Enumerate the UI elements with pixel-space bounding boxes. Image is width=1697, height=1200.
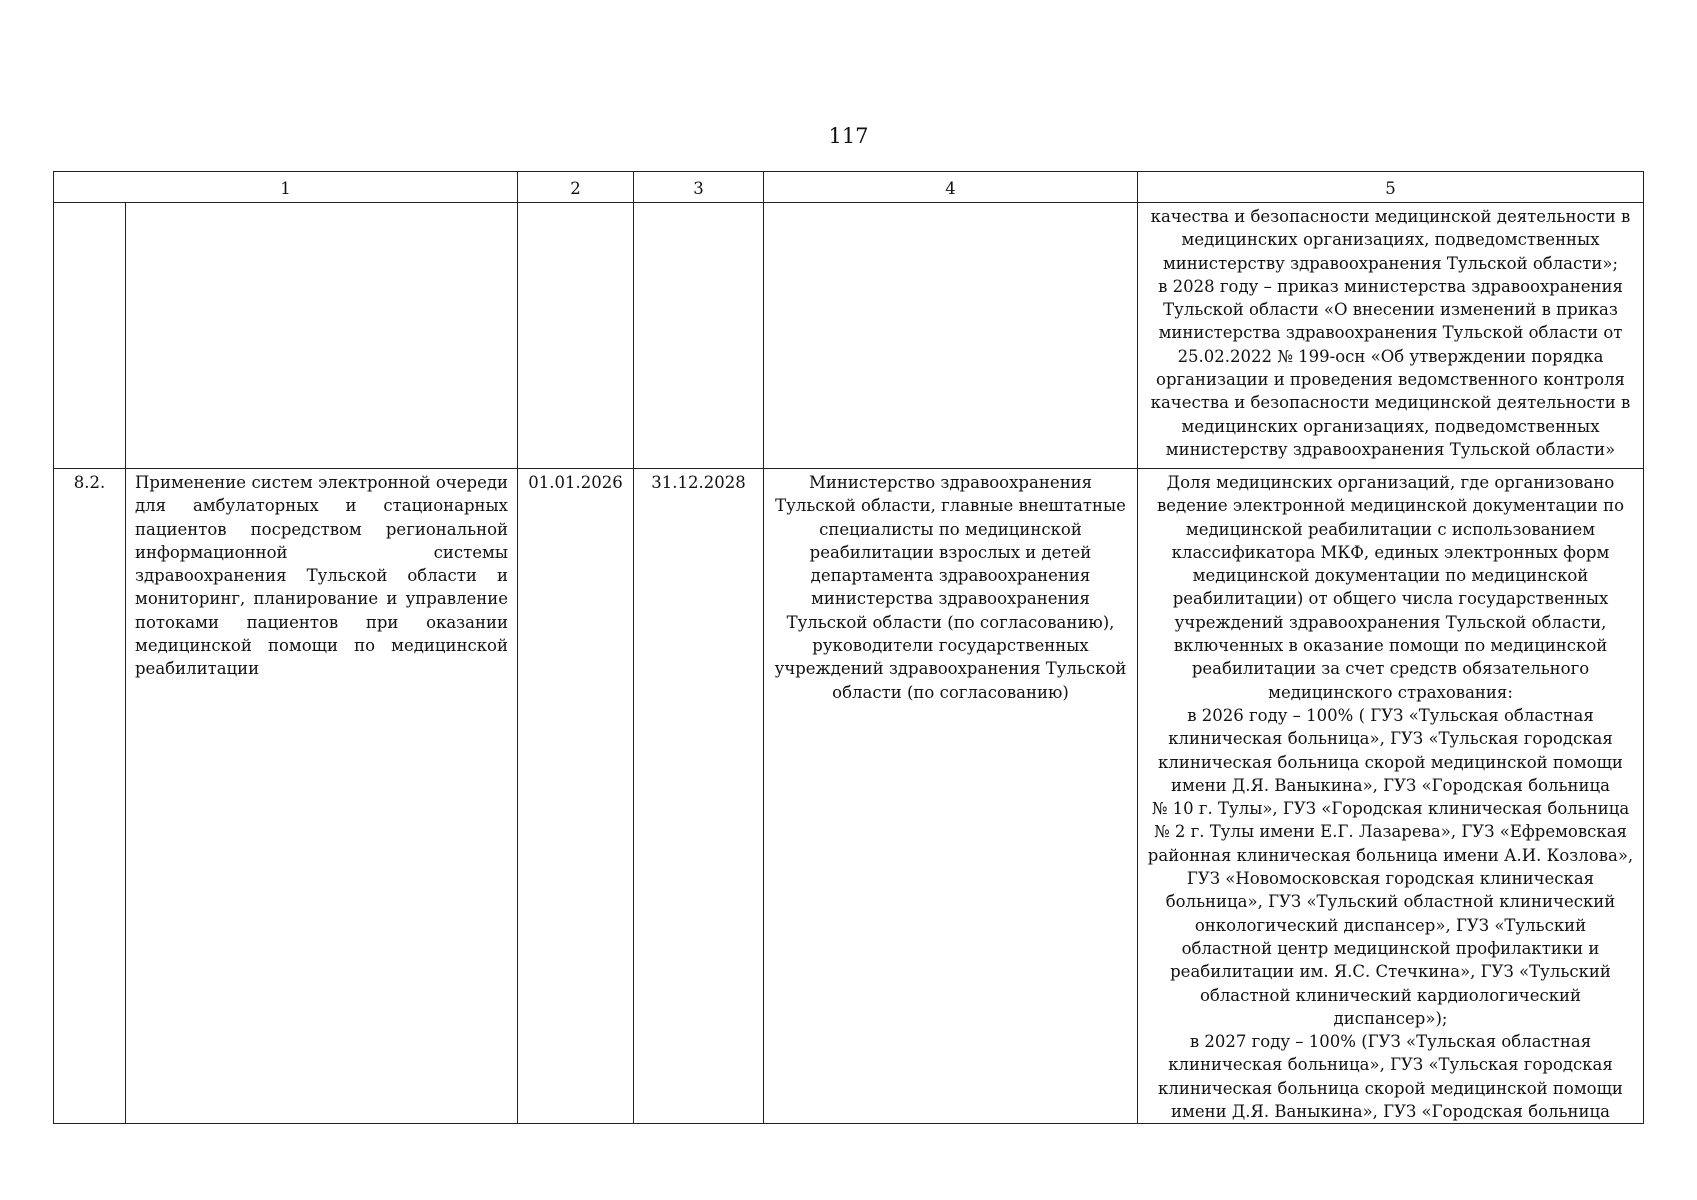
header-row: [54, 172, 1644, 203]
result-line: в 2026 году – 100% ( ГУЗ «Тульская областная: [1187, 705, 1594, 725]
cont-result-line: министерству здравоохранения Тульской области»: [1165, 439, 1616, 459]
cont-result-line: 25.02.2022 № 199-осн «Об утверждении порядка: [1177, 346, 1604, 366]
cont-result-line: министерству здравоохранения Тульской области»;: [1162, 253, 1619, 273]
responsible-line: области (по согласованию): [832, 682, 1069, 702]
cont-result-line: качества и безопасности медицинской деятельности в: [1150, 207, 1631, 226]
cont-responsible-cell: [764, 203, 1138, 469]
result-line: реабилитации им. Я.С. Стечкина», ГУЗ «Тульский: [1170, 962, 1611, 982]
cont-result-line: качества и безопасности медицинской деятельности в: [1150, 393, 1631, 413]
result-line: № 10 г. Тулы», ГУЗ «Городская клиническая больница: [1151, 799, 1630, 819]
result-line: ведение электронной медицинской документации по: [1156, 496, 1625, 516]
cont-name-cell: [126, 203, 518, 469]
expected-result: [1138, 469, 1644, 1124]
responsible-line: Тульской области, главные внештатные: [775, 496, 1126, 516]
cont-number-cell: [54, 203, 126, 469]
responsible-line: департамента здравоохранения: [810, 566, 1091, 586]
result-line: имени Д.Я. Ваныкина», ГУЗ «Городская больница: [1171, 1102, 1610, 1122]
cont-end-cell: [634, 203, 764, 469]
result-line: онкологический диспансер», ГУЗ «Тульский: [1194, 915, 1587, 935]
result-line: районная клиническая больница имени А.И. Козлова»,: [1147, 845, 1634, 865]
cont-start-cell: [518, 203, 634, 469]
result-line: ГУЗ «Новомосковская городская клиническая: [1186, 869, 1595, 889]
responsible-line: реабилитации взрослых и детей: [809, 542, 1092, 562]
result-line: в 2027 году – 100% (ГУЗ «Тульская областная: [1189, 1032, 1592, 1052]
responsible-line: министерства здравоохранения: [811, 589, 1090, 609]
measure-name: Применение систем электронной очереди для амбулаторных и стационарных пациентов посредством региональной информационной системы здравоохранения Тульской области и мониторинг, планирование и управление потоками пациентов при оказании медицинской помощи по медицинской реабилитации: [126, 469, 518, 1124]
result-line: реабилитации за счет средств обязательного: [1191, 659, 1590, 679]
row-number: 8.2.: [54, 469, 126, 1124]
result-line: учреждений здравоохранения Тульской области,: [1174, 612, 1607, 632]
result-line: классификатора МКФ, единых электронных форм: [1171, 542, 1610, 562]
header-col-2: 2: [518, 172, 634, 203]
result-line: областной клинический кардиологический: [1199, 985, 1582, 1005]
row-8-2: [54, 469, 1644, 1124]
result-line: клиническая больница скорой медицинской помощи: [1158, 752, 1623, 772]
result-line: включенных в оказание помощи по медицинской: [1173, 636, 1608, 656]
end-date: 31.12.2028: [634, 469, 764, 1124]
result-line: медицинского страхования:: [1268, 682, 1513, 702]
page-number: 117: [828, 124, 869, 148]
responsible-line: учреждений здравоохранения Тульской: [774, 659, 1127, 679]
start-date: 01.01.2026: [518, 469, 634, 1124]
responsible-executors: [764, 469, 1138, 1124]
result-line: клиническая больница», ГУЗ «Тульская городская: [1168, 1055, 1613, 1075]
result-line: Доля медицинских организаций, где организовано: [1166, 473, 1615, 492]
cont-result-line: медицинских организациях, подведомственных: [1181, 230, 1600, 250]
cont-result-line: медицинских организациях, подведомственных: [1181, 416, 1600, 436]
cont-result-line: министерства здравоохранения Тульской области от: [1158, 323, 1623, 343]
result-line: больница», ГУЗ «Тульский областной клинический: [1165, 892, 1616, 912]
responsible-line: Министерство здравоохранения: [808, 473, 1092, 492]
header-col-3: 3: [634, 172, 764, 203]
responsible-line: Тульской области (по согласованию),: [786, 612, 1115, 632]
measures-table: [53, 171, 1644, 1124]
result-line: клиническая больница скорой медицинской помощи: [1158, 1078, 1623, 1098]
cont-result-line: организации и проведения ведомственного контроля: [1156, 370, 1625, 390]
result-line: областной центр медицинской профилактики и: [1181, 938, 1600, 958]
result-line: клиническая больница», ГУЗ «Тульская городская: [1168, 729, 1613, 749]
header-col-4: 4: [764, 172, 1138, 203]
cont-result-cell: [1138, 203, 1644, 469]
result-line: медицинской документации по медицинской: [1192, 566, 1589, 586]
continuation-row: [54, 203, 1644, 469]
result-line: имени Д.Я. Ваныкина», ГУЗ «Городская больница: [1171, 775, 1610, 795]
responsible-line: специалисты по медицинской: [819, 519, 1082, 539]
cont-result-line: в 2028 году – приказ министерства здравоохранения: [1158, 276, 1623, 296]
result-line: медицинской реабилитации с использованием: [1185, 519, 1596, 539]
result-line: № 2 г. Тулы имени Е.Г. Лазарева», ГУЗ «Ефремовская: [1154, 822, 1627, 842]
cont-result-line: Тульской области «О внесении изменений в приказ: [1163, 300, 1618, 320]
header-col-1: 1: [54, 172, 518, 203]
responsible-line: руководители государственных: [812, 636, 1089, 656]
header-col-5: 5: [1138, 172, 1644, 203]
result-line: диспансер»);: [1333, 1008, 1448, 1028]
result-line: реабилитации) от общего числа государственных: [1172, 589, 1609, 609]
